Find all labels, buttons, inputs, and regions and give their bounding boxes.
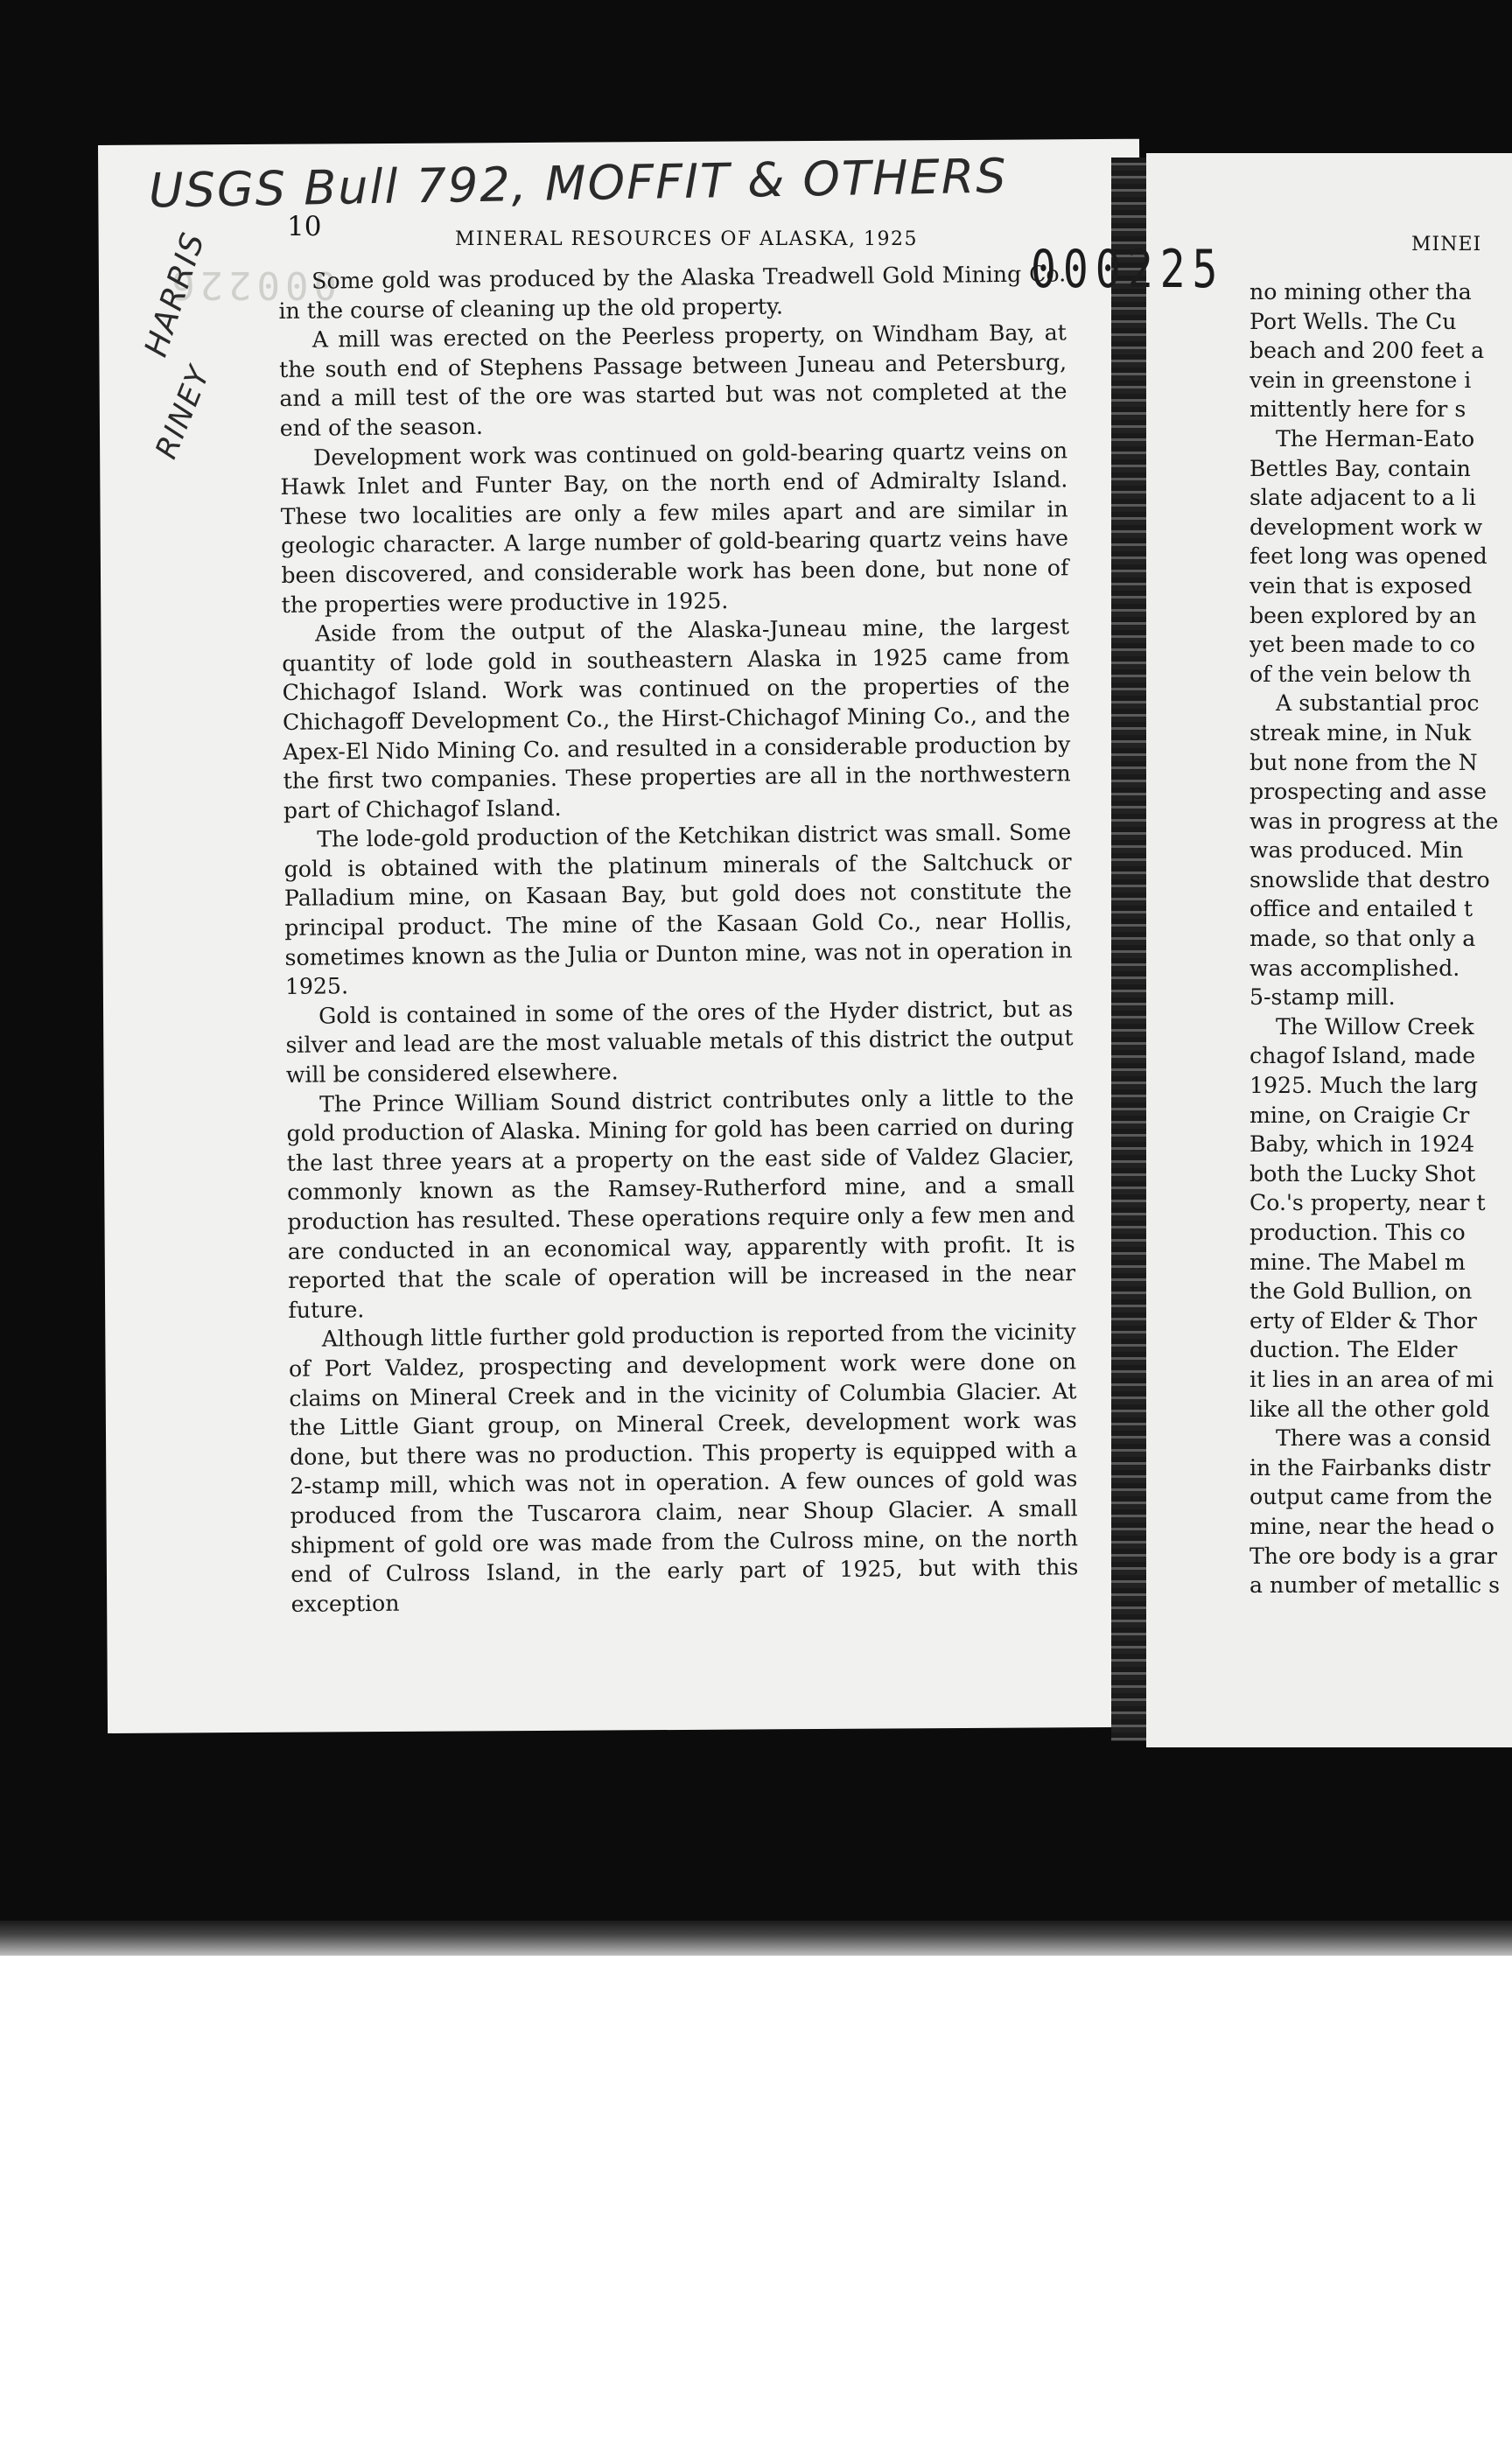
paragraph: Some gold was produced by the Alaska Treadwell Gold Mining Co. in the course of cleaning up the old property. xyxy=(278,261,1067,324)
right-page-line: was accomplished. xyxy=(1250,955,1460,981)
right-page-line: Co.'s property, near t xyxy=(1250,1190,1486,1216)
handwritten-title: USGS Bull 792, MOFFIT & OTHERS xyxy=(148,148,1008,219)
right-page-line: in the Fairbanks distr xyxy=(1250,1454,1491,1480)
right-page-line: duction. The Elder xyxy=(1250,1337,1458,1363)
right-page-line: yet been made to co xyxy=(1250,632,1475,658)
right-page-line: feet long was opened xyxy=(1250,543,1488,570)
right-page-line: was in progress at the xyxy=(1250,808,1499,834)
right-page-line: A substantial proc xyxy=(1276,690,1480,717)
right-page-line: streak mine, in Nuk xyxy=(1250,719,1472,746)
right-page-line: both the Lucky Shot xyxy=(1250,1160,1476,1186)
right-page-line: vein in greenstone i xyxy=(1250,367,1472,393)
right-page-line: mine, near the head o xyxy=(1250,1513,1494,1539)
right-page-line: 5-stamp mill. xyxy=(1250,984,1396,1011)
right-page-line: prospecting and asse xyxy=(1250,779,1488,805)
paragraph: Aside from the output of the Alaska-Juneau mine, the largest quantity of lode gold in southeastern Alaska in 1925 came from Chichagof Island. Work was continued on the properties of the Chichagoff Development Co., the Hirst-Chichagof Mining Co., and the Apex-El Nido Mining Co. and resulted in a considerable production by the first two companies. These properties are all in the northwestern part of Chichagof Island. xyxy=(282,613,1071,823)
right-page-line: There was a consid xyxy=(1276,1425,1492,1452)
right-page-line: production. This co xyxy=(1250,1220,1466,1245)
right-page-line: Bettles Bay, contain xyxy=(1250,455,1471,481)
page-number: 10 xyxy=(287,211,322,242)
right-page-line: mine, on Craigie Cr xyxy=(1250,1102,1470,1128)
right-page-line: no mining other tha xyxy=(1250,279,1472,304)
right-page-line: a number of metallic s xyxy=(1250,1572,1501,1599)
running-head: MINERAL RESOURCES OF ALASKA, 1925 xyxy=(455,228,919,250)
right-page-line: output came from the xyxy=(1250,1484,1493,1510)
right-page-line: The Herman-Eato xyxy=(1276,425,1475,452)
handwritten-side-note-2: RINEY xyxy=(149,360,218,464)
right-page-line: slate adjacent to a li xyxy=(1250,485,1476,511)
right-page-line: beach and 200 feet a xyxy=(1250,338,1485,364)
paragraph: Gold is contained in some of the ores of the Hyder district, but as silver and lead are the most valuable metals of this district the output will be considered elsewhere. xyxy=(285,996,1074,1088)
right-page-line: 1925. Much the larg xyxy=(1250,1073,1478,1099)
right-page-line: vein that is exposed xyxy=(1250,572,1473,598)
scan-bottom-edge xyxy=(0,1921,1512,1956)
right-page-line: Baby, which in 1924 xyxy=(1250,1131,1475,1158)
right-page-line: The Willow Creek xyxy=(1276,1013,1474,1040)
right-page-line: but none from the N xyxy=(1250,749,1478,775)
right-page-line: been explored by an xyxy=(1250,602,1477,628)
right-page-line: made, so that only a xyxy=(1250,926,1476,952)
book-gutter xyxy=(1111,158,1146,1741)
page-stamp-number: 000225 xyxy=(1031,239,1225,300)
right-running-head: MINEI xyxy=(1411,234,1482,256)
right-page-line: mittently here for s xyxy=(1250,396,1466,423)
paragraph: Development work was continued on gold-bearing quartz veins on Hawk Inlet and Funter Bay, on the north end of Admiralty Island. These two localities are only a few miles apart and are similar in geologic character. A large number of gold-bearing quartz veins have been discovered, and considerable work has been done, but none of the properties were productive in 1925. xyxy=(280,437,1069,618)
right-page-line: chagof Island, made xyxy=(1250,1043,1476,1069)
paragraph: A mill was erected on the Peerless property, on Windham Bay, at the south end of Stephens Passage between Juneau and Petersburg, and a mill test of the ore was started but was not completed at the end of the season. xyxy=(278,319,1068,441)
right-page-line: The ore body is a grar xyxy=(1250,1543,1497,1569)
right-page-body xyxy=(1250,277,1512,1600)
right-page-line: development work w xyxy=(1250,514,1483,540)
left-page-body xyxy=(278,259,1079,1619)
right-page-line: it lies in an area of mi xyxy=(1250,1366,1494,1392)
right-page-line: office and entailed t xyxy=(1250,896,1474,922)
paragraph: The lode-gold production of the Ketchikan district was small. Some gold is obtained with the platinum minerals of the Saltchuck or Palladium mine, on Kasaan Bay, but gold does not constitute the principal product. The mine of the Kasaan Gold Co., near Hollis, sometimes known as the Julia or Dunton mine, was not in operation in 1925. xyxy=(284,819,1073,1000)
right-page-line: was produced. Min xyxy=(1250,837,1464,864)
ghost-page-stamp: 000226 xyxy=(166,262,337,307)
handwritten-side-note-1: HARRIS xyxy=(138,228,213,361)
right-page-line: Port Wells. The Cu xyxy=(1250,308,1457,334)
paragraph: The Prince William Sound district contributes only a little to the gold production of Alaska. Mining for gold has been carried on during the last three years at a property on the east side of Valdez Glacier, commonly known as the Ramsey-Rutherford mine, and a small production has resulted. These operations require only a few men and are conducted in an economical way, apparently with profit. It is reported that the scale of operation will be increased in the near future. xyxy=(286,1083,1076,1323)
right-page-line: snowslide that destro xyxy=(1250,866,1490,892)
paragraph: Although little further gold production is reported from the vicinity of Port Valdez, prospecting and development work were done on claims on Mineral Creek and in the vicinity of Columbia Glacier. At the Little Giant group, on Mineral Creek, development work was done, but there was no production. This property is equipped with a 2-stamp mill, which was not in operation. A few ounces of gold was produced from the Tuscarora claim, near Shoup Glacier. A small shipment of gold ore was made from the Culross mine, on the north end of Culross Island, in the early part of 1925, but with this exception xyxy=(288,1319,1079,1617)
right-page-line: erty of Elder & Thor xyxy=(1250,1307,1477,1334)
right-page-line: the Gold Bullion, on xyxy=(1250,1278,1473,1305)
right-page-line: like all the other gold xyxy=(1250,1396,1490,1422)
right-page-line: of the vein below th xyxy=(1250,661,1472,687)
right-page-line: mine. The Mabel m xyxy=(1250,1249,1466,1275)
